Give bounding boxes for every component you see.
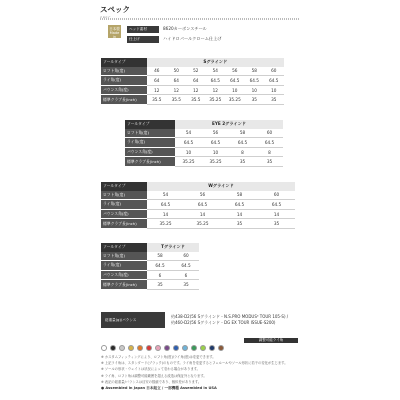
table-cell: 35	[173, 280, 199, 290]
table-cell: 35.5	[167, 95, 187, 105]
table-row	[101, 280, 199, 290]
table-row	[125, 147, 283, 157]
color-swatch	[218, 345, 224, 351]
head-spec-value: ハイドロパールクローム仕上げ	[163, 36, 222, 41]
table-row	[101, 261, 199, 271]
table-cell: 35.25	[206, 95, 226, 105]
sole-type-label: ソールタイプ	[101, 243, 147, 252]
table-cell: 64.5	[202, 138, 229, 148]
table-cell: 35.25	[147, 219, 184, 229]
table-cell: 64.5	[221, 200, 258, 210]
table-cell: 64.5	[147, 261, 173, 271]
table-row	[101, 76, 284, 86]
color-swatch	[209, 345, 215, 351]
spec-table	[101, 243, 199, 290]
table-cell: 10	[202, 147, 229, 157]
weight-label: 総重量(g)/バランス	[101, 312, 165, 328]
table-cell: 6	[147, 270, 173, 280]
table-cell: 60	[264, 67, 284, 76]
table-cell: 64.5	[264, 76, 284, 86]
table-cell: 64	[167, 76, 187, 86]
row-label: ロフト角(度)	[101, 67, 147, 76]
table-row	[101, 191, 295, 200]
table-cell: 8	[256, 147, 283, 157]
grind-name: Sグラインド	[147, 58, 284, 67]
table-cell: 8	[229, 147, 256, 157]
color-swatch	[200, 345, 206, 351]
grind-name: Tグラインド	[147, 243, 199, 252]
table-cell: 14	[221, 209, 258, 219]
table-row	[125, 157, 283, 167]
table-header-row	[101, 243, 199, 252]
row-label: ライ角(度)	[125, 138, 175, 148]
row-label: ライ角(度)	[101, 261, 147, 271]
head-spec-key: 仕上げ	[127, 36, 159, 43]
head-spec-key: ヘッド素材	[127, 26, 159, 33]
weight-line-1: 約438-D2(56 Sグラインド・N.S.PRO MODUS³ TOUR 105-S) /	[171, 314, 289, 319]
weight-values	[165, 314, 288, 326]
table-cell: 35	[147, 280, 173, 290]
table-cell: 10	[225, 85, 245, 95]
spec-notes	[101, 354, 301, 391]
table-cell: 12	[206, 85, 226, 95]
table-cell: 64	[147, 76, 167, 86]
spec-table	[101, 58, 284, 105]
table-cell: 35.25	[184, 219, 221, 229]
table-header-row	[101, 58, 284, 67]
made-in-japan-badge: 日本製 Made in JAPAN	[109, 27, 120, 43]
table-cell: 35	[245, 95, 265, 105]
sole-type-label: ソールタイプ	[101, 182, 147, 191]
weight-balance-row	[101, 312, 288, 328]
weight-line-2: 約460-D2(56 Sグラインド・DG EX TOUR ISSUE-S200)	[171, 320, 276, 325]
table-cell: 54	[147, 191, 184, 200]
table-row	[125, 138, 283, 148]
color-swatch	[164, 345, 170, 351]
table-row	[101, 209, 295, 219]
color-swatch-list	[101, 345, 224, 351]
table-cell: 54	[206, 67, 226, 76]
row-label: 標準クラブ長(inch)	[125, 157, 175, 167]
row-label: ロフト角(度)	[101, 252, 147, 261]
table-cell: 10	[245, 85, 265, 95]
table-cell: 58	[147, 252, 173, 261]
grind-name: Wグラインド	[147, 182, 295, 191]
head-spec-row	[127, 25, 221, 33]
table-cell: 35	[258, 219, 295, 229]
table-cell: 64.5	[175, 138, 202, 148]
row-label: バウンス角(度)	[101, 270, 147, 280]
sole-type-label: ソールタイプ	[101, 58, 147, 67]
head-spec-block	[108, 25, 221, 43]
table-cell: 64.5	[147, 200, 184, 210]
table-cell: 10	[264, 85, 284, 95]
table-cell: 6	[173, 270, 199, 280]
row-label: ロフト角(度)	[101, 191, 147, 200]
table-header-row	[101, 182, 295, 191]
table-cell: 35	[264, 95, 284, 105]
row-label: バウンス角(度)	[101, 85, 147, 95]
table-row	[125, 129, 283, 138]
table-cell: 64	[186, 76, 206, 86]
row-label: 標準クラブ長(inch)	[101, 280, 147, 290]
color-swatch	[119, 345, 125, 351]
note-line: ※ ライ角、ロフト角は調整可能範囲を超える改造は保証外となります。	[101, 373, 207, 378]
table-cell: 64.5	[229, 138, 256, 148]
color-options-label: 調整可能ライ角	[244, 338, 298, 343]
table-cell: 14	[184, 209, 221, 219]
table-cell: 10	[175, 147, 202, 157]
table-cell: 60	[256, 129, 283, 138]
row-label: ライ角(度)	[101, 76, 147, 86]
table-cell: 50	[167, 67, 187, 76]
color-swatch	[146, 345, 152, 351]
head-spec-rows	[127, 25, 221, 43]
grind-name: EYE 2グラインド	[175, 120, 283, 129]
table-cell: 64.5	[184, 200, 221, 210]
table-cell: 64.5	[173, 261, 199, 271]
table-cell: 35.5	[147, 95, 167, 105]
table-row	[101, 270, 199, 280]
table-cell: 60	[173, 252, 199, 261]
color-swatch	[155, 345, 161, 351]
table-cell: 12	[167, 85, 187, 95]
table-cell: 58	[221, 191, 258, 200]
table-cell: 35.25	[225, 95, 245, 105]
table-row	[101, 85, 284, 95]
table-cell: 14	[258, 209, 295, 219]
color-swatch	[128, 345, 134, 351]
table-row	[101, 219, 295, 229]
table-cell: 12	[147, 85, 167, 95]
table-cell: 52	[186, 67, 206, 76]
row-label: バウンス角(度)	[125, 147, 175, 157]
table-cell: 64.5	[206, 76, 226, 86]
color-swatch	[191, 345, 197, 351]
table-cell: 58	[229, 129, 256, 138]
table-cell: 56	[184, 191, 221, 200]
table-cell: 54	[175, 129, 202, 138]
table-cell: 35	[229, 157, 256, 167]
table-row	[101, 95, 284, 105]
table-cell: 58	[245, 67, 265, 76]
spec-table	[101, 182, 295, 229]
table-row	[101, 252, 199, 261]
table-cell: 64.5	[256, 138, 283, 148]
assembled-in-japan-note: ● Assembled in Japan 日本組立 / 一部機種 Assembled in USA	[101, 386, 217, 391]
sole-type-label: ソールタイプ	[125, 120, 175, 129]
table-cell: 46	[147, 67, 167, 76]
row-label: バウンス角(度)	[101, 209, 147, 219]
row-label: ロフト角(度)	[125, 129, 175, 138]
head-spec-row	[127, 35, 221, 43]
table-row	[101, 67, 284, 76]
note-line: ※ 上記ライ角は、スタンダード(ブラック)のものです。ライ角を変更するとフェルールやソール形状に若干の変化が生じます。	[101, 361, 288, 366]
color-swatch	[182, 345, 188, 351]
table-row	[101, 200, 295, 210]
note-line: ※ 表記の総重量/バランスは目安の数値であり、個体差があります。	[101, 379, 202, 384]
note-line: ※ カスタムフィッティングにより、ロフト角(度)/ライ角(度)は変更できます。	[101, 355, 216, 359]
table-cell: 35	[221, 219, 258, 229]
table-cell: 64.5	[245, 76, 265, 86]
table-cell: 60	[258, 191, 295, 200]
table-cell: 64.5	[225, 76, 245, 86]
color-swatch	[137, 345, 143, 351]
table-cell: 64.5	[258, 200, 295, 210]
note-line: ※ ソールの形状・ウェイトは状況によって変わる場合があります。	[101, 367, 200, 372]
row-label: ライ角(度)	[101, 200, 147, 210]
row-label: 標準クラブ長(inch)	[101, 95, 147, 105]
header-stripe-divider	[100, 18, 300, 20]
table-cell: 35.25	[202, 157, 229, 167]
table-cell: 14	[147, 209, 184, 219]
table-cell: 56	[202, 129, 229, 138]
table-cell: 12	[186, 85, 206, 95]
table-cell: 35.5	[186, 95, 206, 105]
head-spec-value: 8620カーボンスチール	[163, 26, 207, 31]
table-cell: 56	[225, 67, 245, 76]
row-label: 標準クラブ長(inch)	[101, 219, 147, 229]
table-cell: 35	[256, 157, 283, 167]
color-swatch	[110, 345, 116, 351]
table-cell: 35.25	[175, 157, 202, 167]
spec-table	[125, 120, 283, 167]
page-title: スペック	[100, 5, 130, 14]
color-swatch	[173, 345, 179, 351]
color-swatch	[101, 345, 107, 351]
table-header-row	[125, 120, 283, 129]
